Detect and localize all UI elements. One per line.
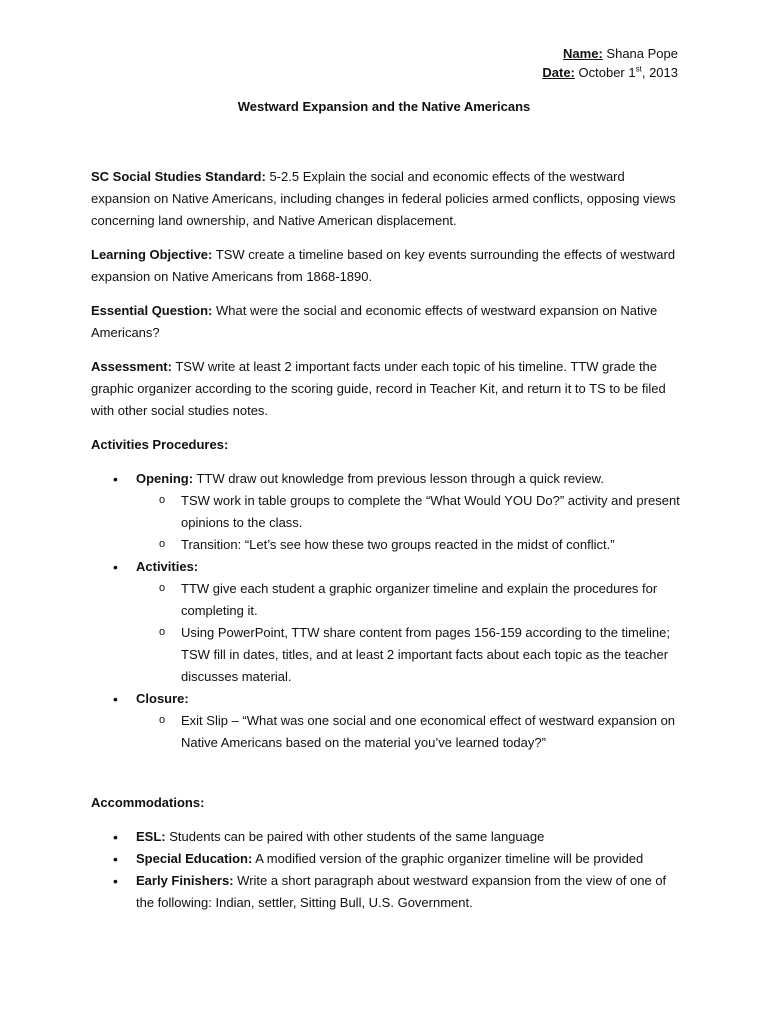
accommodation-text: A modified version of the graphic organizer timeline will be provided xyxy=(255,851,644,866)
question-paragraph xyxy=(91,300,683,344)
opening-sub-item: o TSW work in table groups to complete the “What Would YOU Do?” activity and present opinions to the class. xyxy=(136,490,683,534)
opening-sub-item: o Transition: “Let’s see how these two groups reacted in the midst of conflict.” xyxy=(136,534,683,556)
name-line xyxy=(542,44,678,63)
activities-sublist xyxy=(136,578,683,688)
activities-sub-item: o Using PowerPoint, TTW share content from pages 156-159 according to the timeline; TSW fill in dates, titles, and at least 2 important facts about each topic as the teacher discusses material. xyxy=(136,622,683,688)
document-title: Westward Expansion and the Native Americans xyxy=(237,99,531,114)
activities-sub-item: o TTW give each student a graphic organizer timeline and explain the procedures for completing it. xyxy=(136,578,683,622)
date-label: Date: xyxy=(542,65,575,80)
objective-paragraph xyxy=(91,244,683,288)
standard-label: SC Social Studies Standard: xyxy=(91,169,266,184)
standard-text: 5-2.5 Explain the social and economic effects of the westward expansion on Native Americans, including changes in federal policies armed conflicts, opposing views concerning land ownership, and Native American displacement. xyxy=(91,169,676,228)
accommodation-item xyxy=(91,870,683,914)
accommodation-label: Special Education: xyxy=(136,851,253,866)
accommodation-item xyxy=(91,826,683,848)
name-label: Name: xyxy=(563,46,603,61)
closure-sub-item: o Exit Slip – “What was one social and one economical effect of westward expansion on Native Americans based on the material you’ve learned today?” xyxy=(136,710,683,754)
accommodation-text: Students can be paired with other students of the same language xyxy=(169,829,545,844)
opening-text: TTW draw out knowledge from previous lesson through a quick review. xyxy=(196,471,604,486)
accommodation-item xyxy=(91,848,683,870)
closure-label: Closure: xyxy=(136,691,189,706)
name-value: Shana Pope xyxy=(606,46,678,61)
document-body xyxy=(91,166,683,914)
objective-text: TSW create a timeline based on key events surrounding the effects of westward expansion on Native Americans from 1868-1890. xyxy=(91,247,676,284)
standard-paragraph xyxy=(91,166,683,232)
section-spacer xyxy=(91,754,683,792)
opening-sublist xyxy=(136,490,683,556)
accommodations-list xyxy=(91,826,683,914)
procedures-list xyxy=(91,468,683,754)
assessment-paragraph xyxy=(91,356,683,422)
date-value-sup: st xyxy=(635,64,642,74)
activities-item xyxy=(91,556,683,688)
accommodation-label: Early Finishers: xyxy=(136,873,234,888)
question-label: Essential Question: xyxy=(91,303,213,318)
accommodation-text: Write a short paragraph about westward expansion from the view of one of the following: Indian, settler, Sitting Bull, U.S. Government. xyxy=(136,873,667,910)
closure-item xyxy=(91,688,683,754)
opening-label: Opening: xyxy=(136,471,194,486)
date-line xyxy=(542,63,678,82)
closure-sublist xyxy=(136,710,683,754)
opening-item xyxy=(91,468,683,556)
activities-label: Activities: xyxy=(136,559,199,574)
objective-label: Learning Objective: xyxy=(91,247,213,262)
assessment-label: Assessment: xyxy=(91,359,172,374)
procedures-heading: Activities Procedures: xyxy=(91,437,229,452)
accommodation-label: ESL: xyxy=(136,829,166,844)
assessment-text: TSW write at least 2 important facts under each topic of his timeline. TTW grade the graphic organizer according to the scoring guide, record in Teacher Kit, and return it to TS to be filed with other social studies notes. xyxy=(91,359,666,418)
date-value-pre: October 1 xyxy=(578,65,636,80)
accommodations-heading: Accommodations: xyxy=(91,795,205,810)
document-header xyxy=(542,44,678,82)
question-text: What were the social and economic effects of westward expansion on Native Americans? xyxy=(91,303,658,340)
date-value-post: , 2013 xyxy=(641,65,678,80)
